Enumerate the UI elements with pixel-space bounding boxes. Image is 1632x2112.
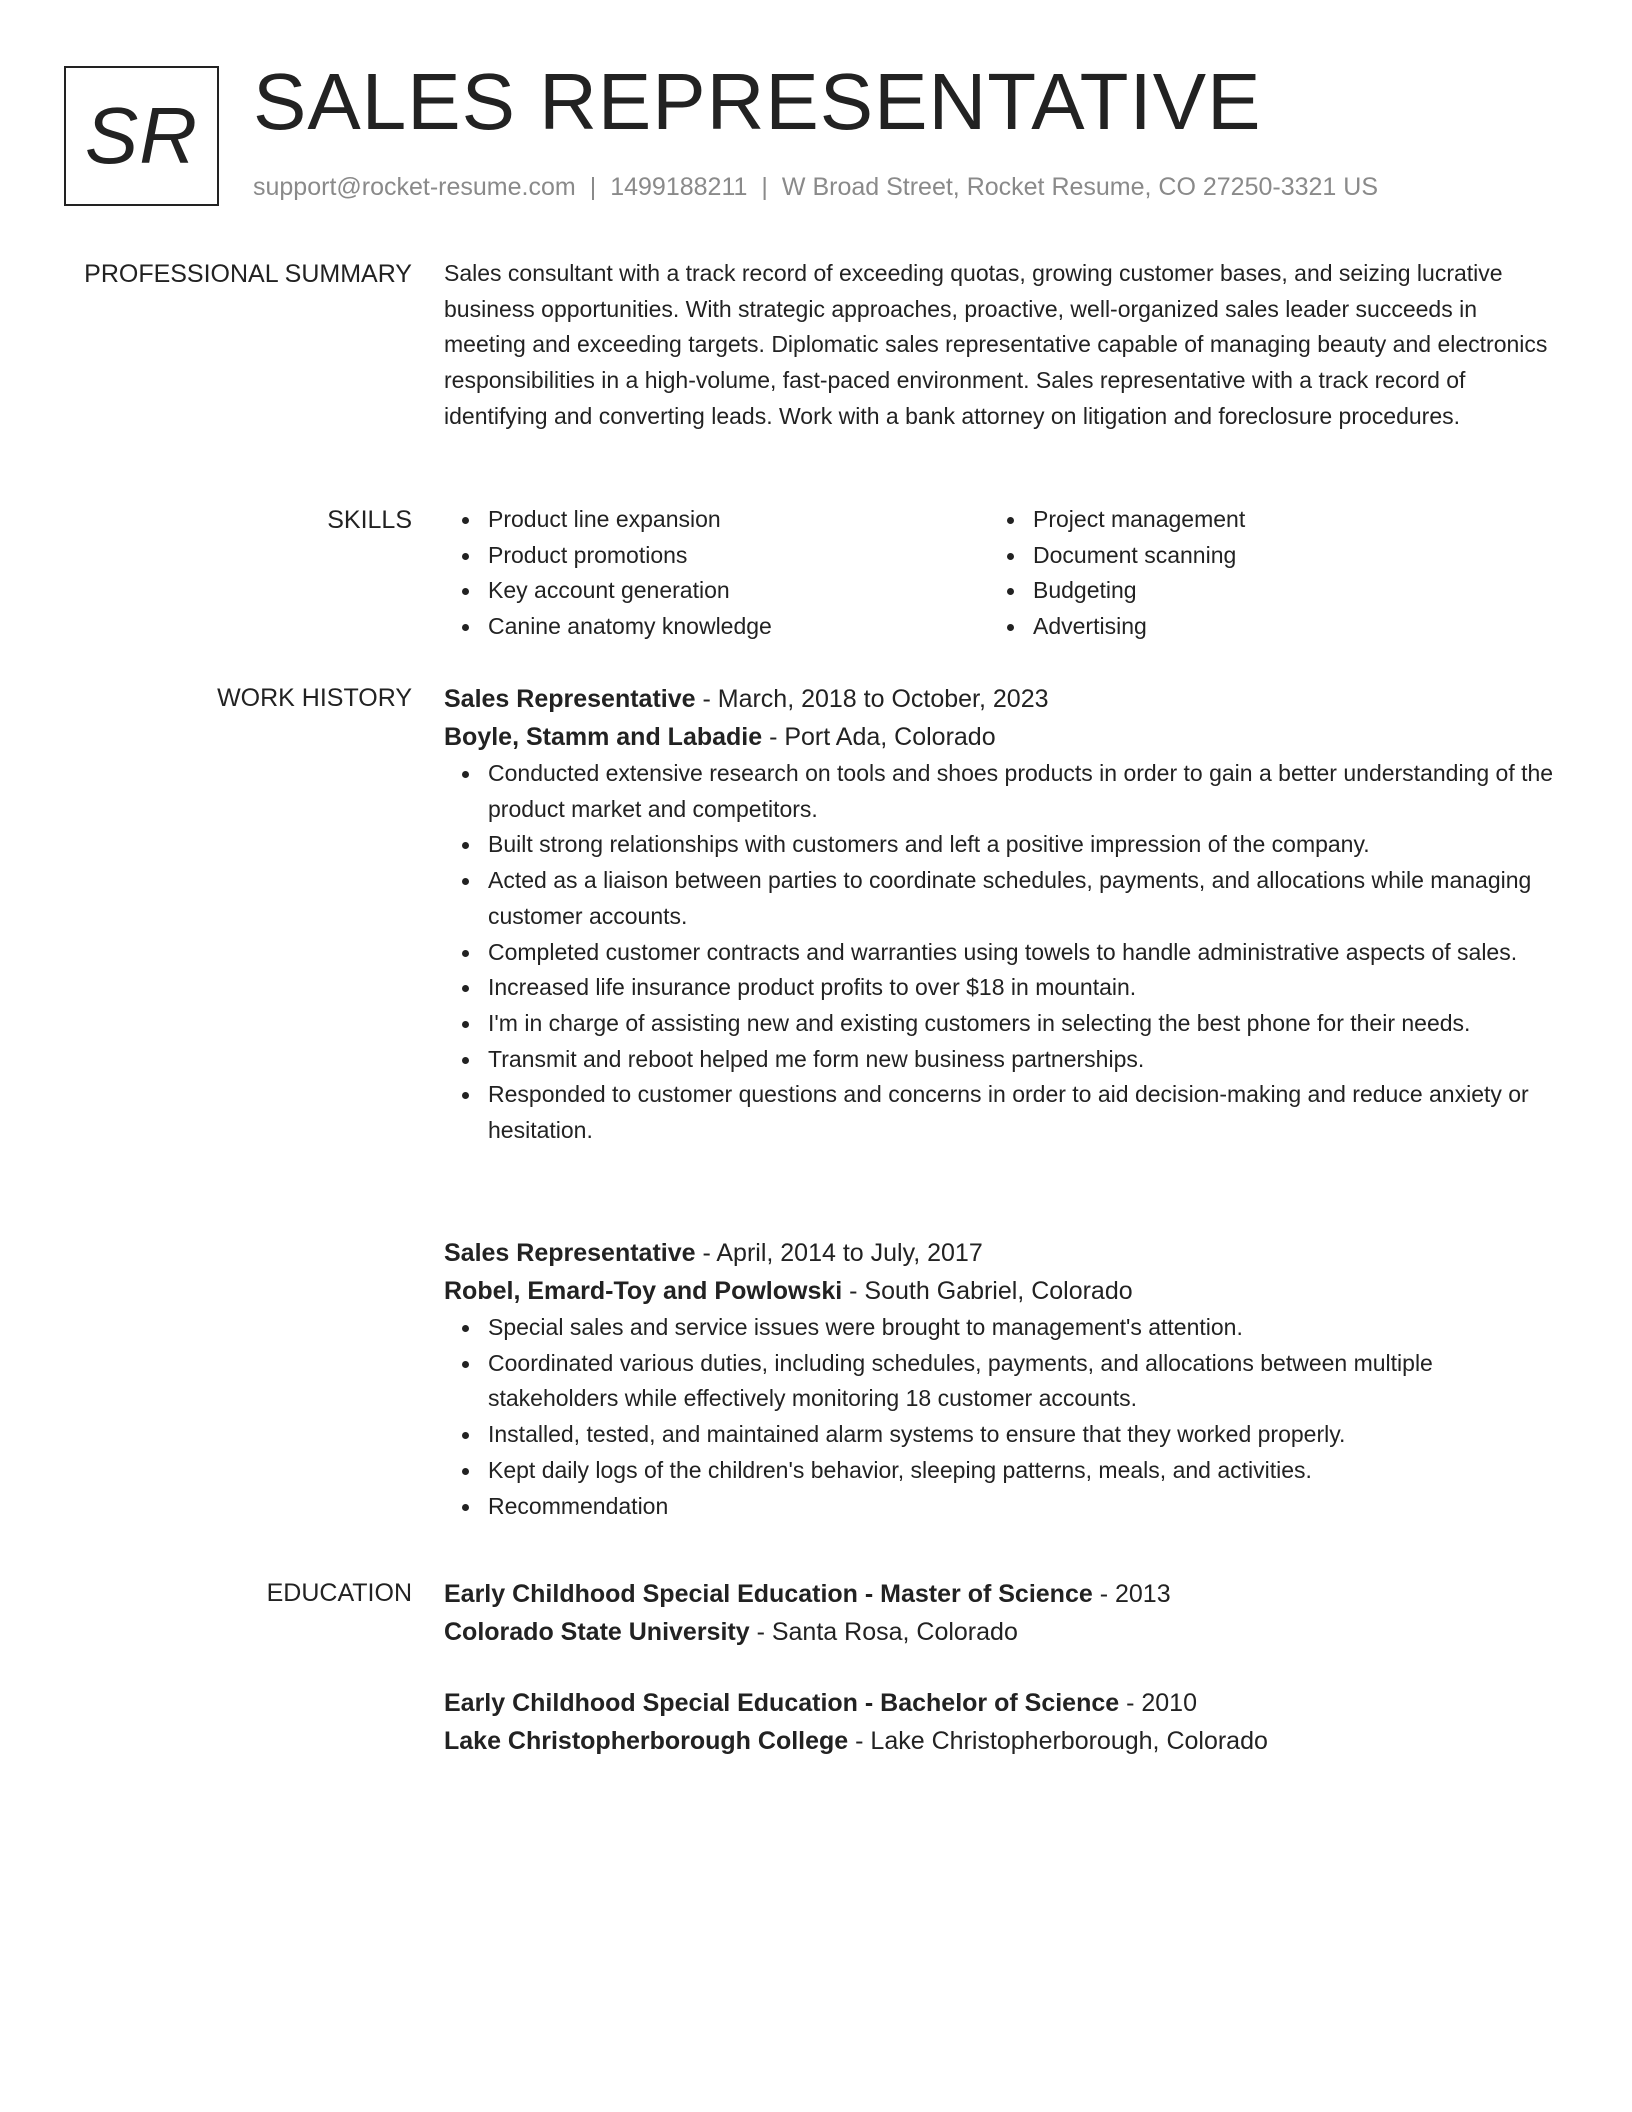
work-label: WORK HISTORY [217,684,412,712]
job-duty: Acted as a liaison between parties to coordinate schedules, payments, and allocations while managing customer accounts. [488,863,1556,934]
job-duty: Installed, tested, and maintained alarm systems to ensure that they worked properly. [488,1417,1556,1453]
skill-item: Key account generation [488,573,989,609]
contact-email: support@rocket-resume.com [253,173,576,201]
job-duty: Completed customer contracts and warranties using towels to handle administrative aspects of sales. [488,935,1556,971]
skills-list-left [444,502,989,645]
job-duty: Conducted extensive research on tools and shoes products in order to gain a better understanding of the product market and competitors. [488,756,1556,827]
skill-item: Product promotions [488,538,989,574]
job-duties-list [444,1310,1556,1524]
job-company-line [444,1272,1556,1310]
job-entry [444,680,1556,1149]
job-dates: - April, 2014 to July, 2017 [695,1239,983,1267]
resume-name: SALES REPRESENTATIVE [253,57,1262,146]
job-location: - Port Ada, Colorado [762,723,996,751]
skill-item: Document scanning [1033,538,1534,574]
summary-body [444,256,1556,435]
job-entry [444,1234,1556,1524]
skill-item: Canine anatomy knowledge [488,609,989,645]
job-location: - South Gabriel, Colorado [842,1277,1133,1305]
skills-body [444,502,1556,645]
education-degree: Early Childhood Special Education - Master of Science [444,1580,1093,1608]
job-company-line [444,718,1556,756]
education-body [444,1575,1556,1793]
skill-item: Project management [1033,502,1534,538]
job-duties-list [444,756,1556,1149]
job-duty: Built strong relationships with customers and left a positive impression of the company. [488,827,1556,863]
contact-phone: 1499188211 [610,173,748,201]
job-duty: I'm in charge of assisting new and existing customers in selecting the best phone for their needs. [488,1006,1556,1042]
education-label: EDUCATION [266,1579,412,1607]
skill-item: Product line expansion [488,502,989,538]
education-school: Lake Christopherborough College [444,1727,849,1755]
job-title-line [444,1234,1556,1272]
job-dates: - March, 2018 to October, 2023 [695,685,1049,713]
job-duty: Recommendation [488,1489,1556,1525]
education-year: - 2013 [1092,1580,1171,1608]
contact-separator: | [761,173,768,201]
job-duty: Increased life insurance product profits to over $18 in mountain. [488,970,1556,1006]
education-degree: Early Childhood Special Education - Bachelor of Science [444,1689,1120,1717]
education-year: - 2010 [1119,1689,1197,1717]
contact-line [253,173,1378,202]
education-entry [444,1684,1556,1760]
skills-label: SKILLS [327,506,412,534]
job-title-line [444,680,1556,718]
education-entry [444,1575,1556,1651]
summary-label: PROFESSIONAL SUMMARY [84,260,412,288]
summary-text: Sales consultant with a track record of exceeding quotas, growing customer bases, and seizing lucrative business opportunities. With strategic approaches, proactive, well-organized sales leader succeeds in meeting and exceeding targets. Diplomatic sales representative capable of managing beauty and electronics responsibilities in a high-volume, fast-paced environment. Sales representative with a track record of identifying and converting leads. Work with a bank attorney on litigation and foreclosure procedures. [444,260,1548,429]
education-degree-line [444,1684,1556,1722]
job-title: Sales Representative [444,1239,696,1267]
contact-address: W Broad Street, Rocket Resume, CO 27250-3321 US [781,173,1379,201]
job-company: Robel, Emard-Toy and Powlowski [444,1277,843,1305]
job-duty: Responded to customer questions and concerns in order to aid decision-making and reduce anxiety or hesitation. [488,1077,1556,1148]
job-duty: Kept daily logs of the children's behavior, sleeping patterns, meals, and activities. [488,1453,1556,1489]
education-school-line [444,1613,1556,1651]
education-degree-line [444,1575,1556,1613]
education-location: - Lake Christopherborough, Colorado [848,1727,1268,1755]
monogram-badge: SR [64,66,219,206]
job-title: Sales Representative [444,685,696,713]
skill-item: Budgeting [1033,573,1534,609]
skills-grid [444,502,1556,645]
skills-list-right [989,502,1534,645]
education-location: - Santa Rosa, Colorado [749,1618,1018,1646]
education-school-line [444,1722,1556,1760]
job-duty: Special sales and service issues were brought to management's attention. [488,1310,1556,1346]
job-company: Boyle, Stamm and Labadie [444,723,763,751]
skill-item: Advertising [1033,609,1534,645]
contact-separator: | [589,173,597,201]
education-school: Colorado State University [444,1618,750,1646]
job-duty: Coordinated various duties, including schedules, payments, and allocations between multiple stakeholders while effectively monitoring 18 customer accounts. [488,1346,1556,1417]
job-duty: Transmit and reboot helped me form new business partnerships. [488,1042,1556,1078]
